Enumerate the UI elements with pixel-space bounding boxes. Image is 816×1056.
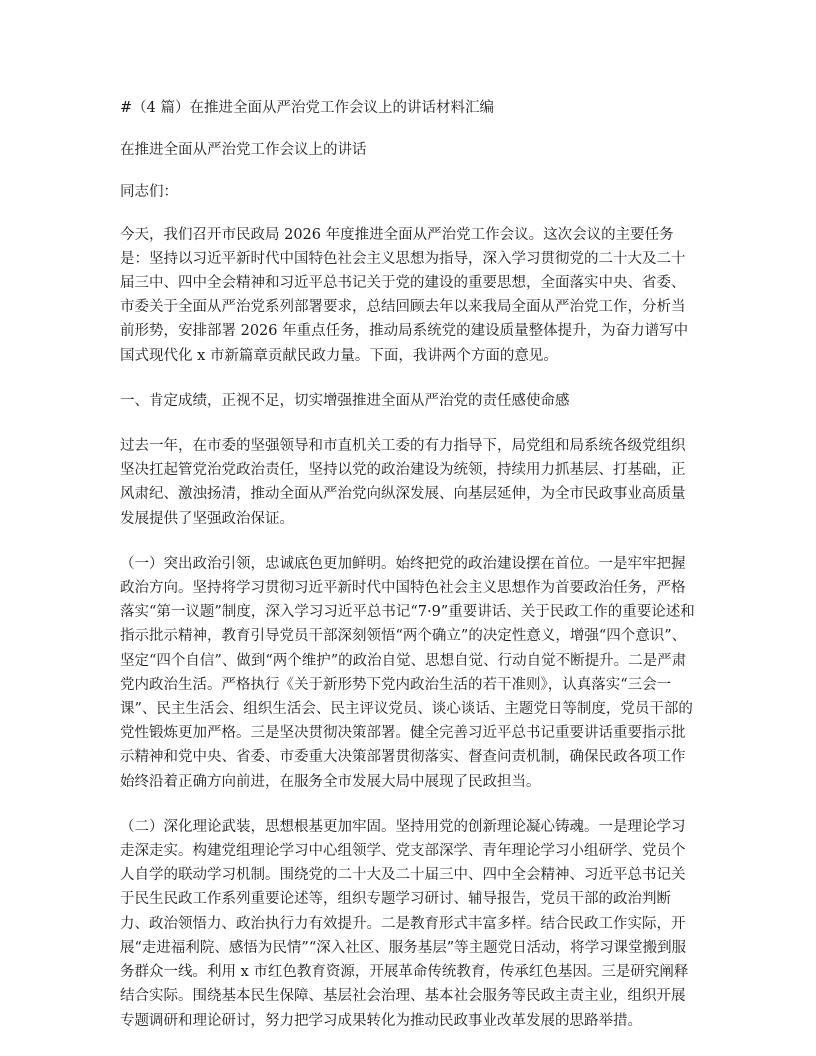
paragraph-summary: 过去一年，在市委的坚强领导和市直机关工委的有力指导下，局党组和局系统各级党组织坚决扛起管党治党政治责任，坚持以党的政治建设为统领，持续用力抓基层、打基础，正风肃纪、激浊扬清，推动全面从严治党向纵深发展、向基层延伸，为全市民政事业高质量发展提供了坚强政治保证。 xyxy=(120,438,686,527)
speech-title: 在推进全面从严治党工作会议上的讲话 xyxy=(120,142,367,159)
document-body xyxy=(120,96,696,1054)
document-heading: #（4 篇）在推进全面从严治党工作会议上的讲话材料汇编 xyxy=(120,100,494,116)
paragraph-intro: 今天，我们召开市民政局 2026 年度推进全面从严治党工作会议。这次会议的主要任务是：坚持以习近平新时代中国特色社会主义思想为指导，深入学习贯彻党的二十大及二十届三中、四中全会精神和习近平总书记关于党的建设的重要思想，全面落实中央、省委、市委关于全面从严治党系列部署要求，总结回顾去年以来我局全面从严治党工作，分析当前形势，安排部署 2026 年重点任务，推动局系统党的建设质量整体提升，为奋力谱写中国式现代化 x 市新篇章贡献民政力量。下面，我讲两个方面的意见。 xyxy=(120,226,689,364)
paragraph-political-guidance: （一）突出政治引领，忠诚底色更加鲜明。始终把党的政治建设摆在首位。一是牢牢把握政治方向。坚持将学习贯彻习近平新时代中国特色社会主义思想作为首要政治任务，严格落实“第一议题”制度，深入学习习近平总书记“7·9”重要讲话、关于民政工作的重要论述和指示批示精神，教育引导党员干部深刻领悟“两个确立”的决定性意义，增强“四个意识”、坚定“四个自信”、做到“两个维护”的政治自觉、思想自觉、行动自觉不断提升。二是严肃党内政治生活。严格执行《关于新形势下党内政治生活的若干准则》，认真落实“三会一课”、民主生活会、组织生活会、民主评议党员、谈心谈话、主题党日等制度，党员干部的党性锻炼更加严格。三是坚决贯彻决策部署。健全完善习近平总书记重要讲话重要指示批示精神和党中央、省委、市委重大决策部署贯彻落实、督查问责机制，确保民政各项工作始终沿着正确方向前进，在服务全市发展大局中展现了民政担当。 xyxy=(120,555,695,790)
paragraph-theory-study: （二）深化理论武装，思想根基更加牢固。坚持用党的创新理论凝心铸魂。一是理论学习走深走实。构建党组理论学习中心组领学、党支部深学、青年理论学习小组研学、党员个人自学的联动学习机制。围绕党的二十大及二十届三中、四中全会精神、习近平总书记关于民生民政工作系列重要论述等，组织专题学习研讨、辅导报告，党员干部的政治判断力、政治领悟力、政治执行力有效提升。二是教育形式丰富多样。结合民政工作实际，开展“走进福利院、感悟为民情”“深入社区、服务基层”等主题党日活动，将学习课堂搬到服务群众一线。利用 x 市红色教育资源，开展革命传统教育，传承红色基因。三是研究阐释结合实际。围绕基本民生保障、基层社会治理、基本社会服务等民政主责主业，组织开展专题调研和理论研讨，努力把学习成果转化为推动民政事业改革发展的思路举措。 xyxy=(120,818,689,1029)
salutation: 同志们： xyxy=(120,184,178,201)
section-heading-1: 一、肯定成绩，正视不足，切实增强推进全面从严治党的责任感使命感 xyxy=(120,392,570,409)
